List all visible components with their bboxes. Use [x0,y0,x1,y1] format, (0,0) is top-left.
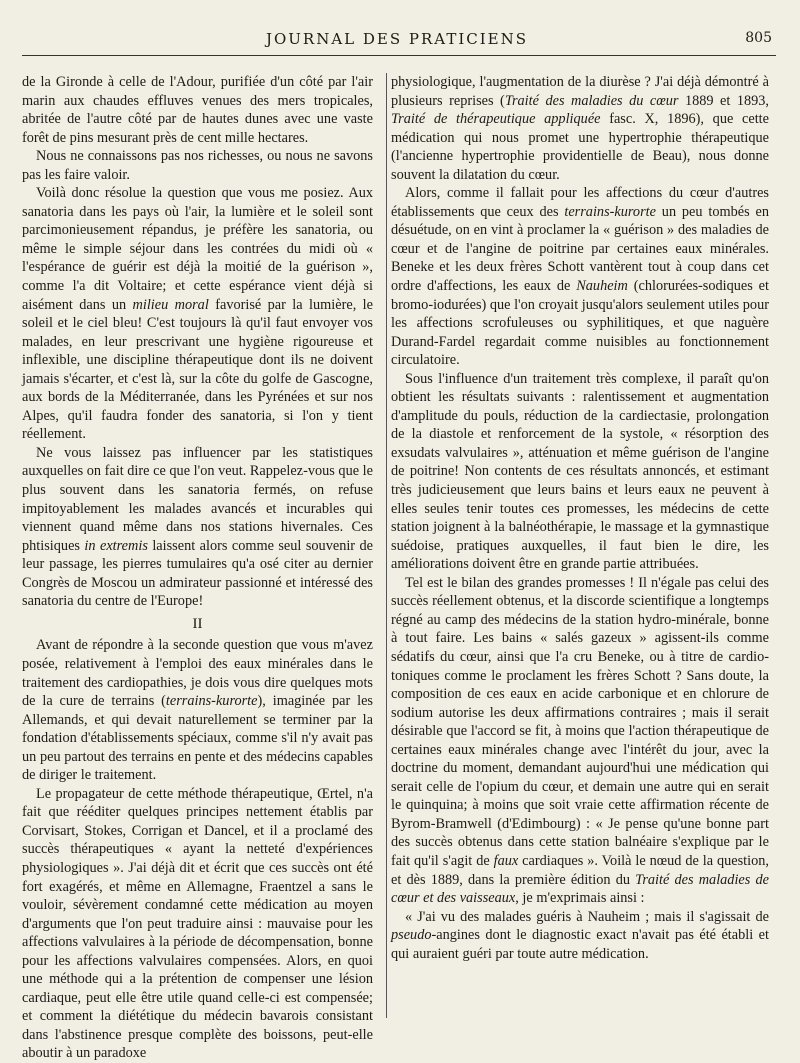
text-run: Voilà donc résolue la question que vous me posiez. Aux sanatoria dans les pays où l'air, la lumière et le soleil sont parcimonieusement répandus, je préfère les sanatoria, ou même le simple séjour dans les contrées du midi où « l'espérance de guérir est déjà la moitié de la guérison », comme l'a dit Voltaire; et cette espérance vient déjà si aisément dans un [22,185,373,313]
text-run: ), imaginée par les Allemands, et qui devait naturellement se terminer par la fondation d'établissements spéciaux, comme s'il n'y avait pas un peu partout des terrains en pente et des médecins capables de diriger le traitement. [22,693,373,784]
paragraph [22,73,373,147]
text-run: (chlorurées-sodiques et bromo-iodurées) que l'on croyait jusqu'alors seulement utiles pour les affections scrofuleuses ou syphilitiques, et que naguère Durand-Fardel regardait comme nuisibles au fonctionnement circulatoire. [391,278,769,369]
paragraph [391,184,769,369]
paragraph [22,184,373,444]
paragraph [22,636,373,784]
right-column [391,73,769,1033]
paragraph [391,574,769,908]
running-head [22,30,772,50]
text-run: physiologique, l'augmentation de la diurèse ? J'ai déjà démontré à plusieurs reprises ( [391,74,769,109]
paragraph [391,908,769,964]
italic-run: terrains-kurorte [165,693,258,710]
italic-run: faux [493,852,519,869]
page-number: 805 [745,30,772,46]
italic-run: pseudo [391,927,432,944]
text-run: Alors, comme il fallait pour les affections du cœur d'autres établissements que ceux des [391,185,769,220]
header-rule [22,55,776,56]
paragraph [391,370,769,574]
text-run: un peu tombés en désuétude, on en vint à proclamer la « guérison » des maladies de cœur et de l'angine de poitrine par certaines eaux minérales. Beneke et les deux frères Schott vantèrent tout à coup dans cet ordre d'affections, les eaux de [391,203,769,295]
text-run: 1889 et 1893, [678,92,769,109]
italic-run: Traité des maladies du cœur [504,92,679,109]
italic-run: milieu moral [132,296,209,313]
text-run: Ne vous laissez pas influencer par les statistiques auxquelles on fait dire ce que l'on veut. Rappelez-vous que le plus souvent dans les sanatoria fermés, on refuse impitoyablement les malades avancés et incurables qui viennent quand même dans nos stations hivernales. Ces phtisiques [22,444,373,554]
italic-run: Traité de thérapeutique appliquée [391,111,601,128]
paragraph [22,444,373,611]
paragraph [391,73,769,184]
text-run: Tel est le bilan des grandes promesses ! Il n'égale pas celui des succès réellement obtenus, et la discorde scientifique a longtemps régné au camp des médecins de la station hydro-minérale, bonne à tout faire. Les bains « salés gazeux » agissent-ils comme sédatifs du cœur, ainsi que l'a cru Beneke, ou à titre de cardio-toniques comme le proclament les frères Schott ? Sans doute, la composition de ces eaux en acide carbonique et en chlorure de sodium autorise les deux affirmations contraires ; mais il serait désirable que l'accord se fit, à moins que l'action thérapeutique de certaines eaux minérales change avec l'intérêt du jour, avec la doctrine du moment, demandant aujourd'hui une médication qui serait celle de l'opium du cœur, et demain une autre qui en serait le quinquina; à moins que soit vraie cette affirmation récente de Byrom-Bramwell (d'Edimbourg) : « Je pense qu'une bonne part des succès obtenus dans cette station balnéaire s'explique par le fait qu'il s'agit de [391,574,769,869]
text-run: Sous l'influence d'un traitement très complexe, il paraît qu'on obtient les résultats suivants : ralentissement et augmentation d'amplitude du pouls, réduction de la cardiectasie, prolongation de la diastole et renforcement de la systole, « résorption des exsudats valvulaires », atténuation et même guérison de l'angine de poitrine! Non contents de ces résultats annoncés, et estimant très judicieusement que leurs bains et leurs eaux ne peuvent à elles seules tenir toutes ces promesses, les médecins de cette station joignent à la balnéothérapie, le massage et la gymnastique suédoise, pratiques auxquelles, il faut bien le dire, les améliorations doivent être en grande partie attribuées. [391,370,769,573]
italic-run: Traité des maladies de cœur et des vaisseaux [391,871,769,907]
text-run: de la Gironde à celle de l'Adour, purifiée d'un côté par l'air marin aux chaudes effluves venues des mers tropicales, abritée de l'autre côté par de hautes dunes avec une vaste forêt de pins mesurant près de cent mille hectares. [22,74,373,146]
text-run: fasc. X, 1896), que cette médication qui nous promet une hypertrophie thérapeutique (l'ancienne hypertrophie providentielle de Beau), nous donne souvent la dilatation du cœur. [391,111,769,183]
text-run: cardiaques ». Voilà le nœud de la question, et dès 1889, dans la première édition du [391,852,769,888]
paragraph [22,785,373,1063]
text-run: -angines dont le diagnostic exact n'avait pas été établi et qui auraient guéri par toute autre médication. [391,927,769,962]
text-run: Nous ne connaissons pas nos richesses, ou nous ne savons pas les faire valoir. [22,148,373,183]
text-run: Le propagateur de cette méthode thérapeutique, Œrtel, n'a fait que rééditer quelques principes nettement établis par Corvisart, Stokes, Corrigan et Dancel, et il a proclamé des succès thérapeutiques « ayant la netteté d'expériences physiologiques ». J'ai déjà dit et écrit que ces succès ont été fort exagérés, et même en Allemagne, Fraentzel a sans le vouloir, sévèrement condamné cette médication au moyen d'arguments que l'on peut traduire ainsi : mauvaise pour les affections valvulaires à la période de décompensation, bonne pour les affections valvulaires compensées. Alors, en quoi une méthode qui a la prétention de compenser une lésion cardiaque, peut elle être utile quand celle-ci est compensée; et comment la diététique du médecin bavarois consistant dans l'abstinence presque complète des boissons, peut-elle aboutir à un paradoxe [22,785,373,1062]
italic-run: Nauheim [576,278,628,295]
italic-run: terrains-kurorte [564,203,656,220]
left-column [22,73,373,1062]
text-run: favorisé par la lumière, le soleil et le ciel bleu! C'est toujours là qu'il faut envoyer vos malades, en leur prescrivant une hygiène rigoureuse et inflexible, une discipline thérapeutique dont ils ne doivent jamais s'écarter, et c'est là, sur la côte du golfe de Gascogne, aux bords de la Méditerranée, dans les Pyrénées et sur nos Alpes, qu'il faudra fonder des sanatoria, si l'on y tient réellement. [22,296,373,443]
text-run: laissent alors comme seul souvenir de leur passage, les pierres tumulaires qu'a osé citer au dernier Congrès de Moscou un admirateur passionné et intéressé des sanatoria du centre de l'Europe! [22,537,373,610]
column-divider [386,73,387,1018]
text-run: Avant de répondre à la seconde question que vous m'avez posée, relativement à l'emploi des eaux minérales dans le traitement des cardiopathies, je dois vous dire quelques mots de la cure de terrains ( [22,637,373,710]
paragraph [22,147,373,184]
text-run: « J'ai vu des malades guéris à Nauheim ; mais il s'agissait de [405,908,769,925]
italic-run: in extremis [84,537,148,554]
text-run: , je m'exprimais ainsi : [515,890,645,907]
section-heading: II [192,615,203,632]
journal-title: JOURNAL DES PRATICIENS [265,30,529,48]
